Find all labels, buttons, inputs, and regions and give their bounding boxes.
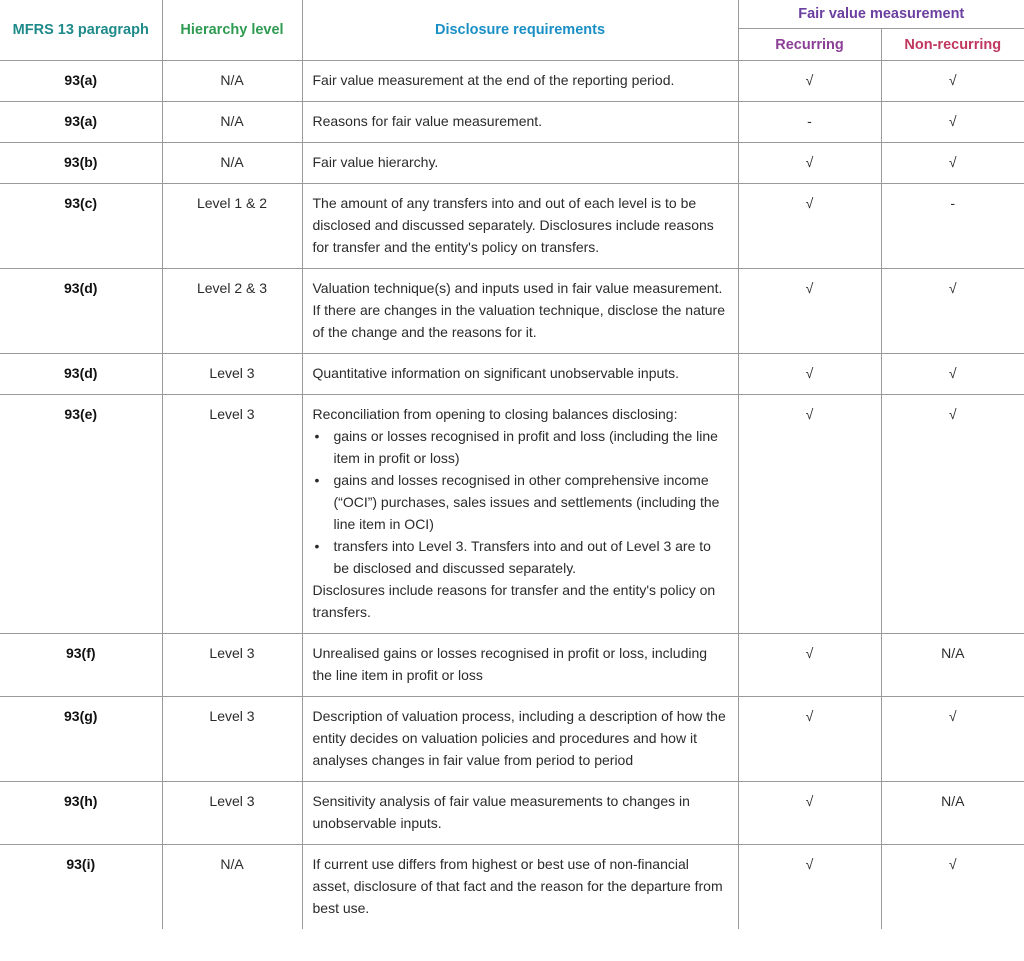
hierarchy-level-cell: Level 1 & 2 xyxy=(162,184,302,269)
table-row xyxy=(0,143,1024,184)
hierarchy-level-cell: N/A xyxy=(162,143,302,184)
mfrs-paragraph-cell: 93(g) xyxy=(0,697,162,782)
hierarchy-level-cell: Level 3 xyxy=(162,634,302,697)
non-recurring-cell: √ xyxy=(881,61,1024,102)
non-recurring-cell: √ xyxy=(881,395,1024,634)
table-row xyxy=(0,269,1024,354)
bullet-text: transfers into Level 3. Transfers into and out of Level 3 are to be disclosed and discussed separately. xyxy=(333,538,711,576)
disclosure-note: Disclosures include reasons for transfer and the entity's policy on transfers. xyxy=(312,582,716,620)
disclosure-requirement-cell xyxy=(302,395,738,634)
list-item xyxy=(313,469,730,535)
mfrs-paragraph-cell: 93(a) xyxy=(0,102,162,143)
header-mfrs-paragraph: MFRS 13 paragraph xyxy=(0,0,162,61)
mfrs-paragraph-cell: 93(h) xyxy=(0,782,162,845)
table-row xyxy=(0,634,1024,697)
recurring-cell: √ xyxy=(738,395,881,634)
disclosure-requirement-cell: Fair value hierarchy. xyxy=(302,143,738,184)
mfrs-paragraph-cell: 93(d) xyxy=(0,354,162,395)
list-item xyxy=(313,535,730,579)
disclosure-requirement-cell: The amount of any transfers into and out of each level is to be disclosed and discussed separately. Disclosures include reasons for transfer and the entity's policy on transfers. xyxy=(302,184,738,269)
mfrs-paragraph-cell: 93(d) xyxy=(0,269,162,354)
disclosure-intro: Reconciliation from opening to closing balances disclosing: xyxy=(312,406,678,422)
table-row xyxy=(0,102,1024,143)
bullet-icon: • xyxy=(314,538,320,554)
disclosure-requirement-cell: Sensitivity analysis of fair value measurements to changes in unobservable inputs. xyxy=(302,782,738,845)
recurring-cell: √ xyxy=(738,354,881,395)
hierarchy-level-cell: N/A xyxy=(162,102,302,143)
mfrs-paragraph-cell: 93(e) xyxy=(0,395,162,634)
disclosure-requirement-cell: Reasons for fair value measurement. xyxy=(302,102,738,143)
mfrs-paragraph-cell: 93(c) xyxy=(0,184,162,269)
table-row xyxy=(0,61,1024,102)
non-recurring-cell: - xyxy=(881,184,1024,269)
hierarchy-level-cell: N/A xyxy=(162,61,302,102)
recurring-cell: √ xyxy=(738,782,881,845)
bullet-text: gains and losses recognised in other comprehensive income (“OCI”) purchases, sales issues and settlements (including the line item in OCI) xyxy=(333,472,720,532)
recurring-cell: √ xyxy=(738,697,881,782)
non-recurring-cell: √ xyxy=(881,697,1024,782)
non-recurring-cell: √ xyxy=(881,143,1024,184)
recurring-cell: √ xyxy=(738,845,881,930)
hierarchy-level-cell: Level 3 xyxy=(162,354,302,395)
table-body xyxy=(0,61,1024,930)
recurring-cell: √ xyxy=(738,61,881,102)
recurring-cell: √ xyxy=(738,184,881,269)
mfrs-paragraph-cell: 93(a) xyxy=(0,61,162,102)
table-row xyxy=(0,697,1024,782)
recurring-cell: √ xyxy=(738,634,881,697)
disclosure-requirement-cell: Valuation technique(s) and inputs used in fair value measurement. If there are changes in the valuation technique, disclose the nature of the change and the reasons for it. xyxy=(302,269,738,354)
header-recurring: Recurring xyxy=(738,29,881,61)
hierarchy-level-cell: Level 3 xyxy=(162,395,302,634)
recurring-cell: - xyxy=(738,102,881,143)
disclosure-requirement-cell: Description of valuation process, including a description of how the entity decides on valuation policies and procedures and how it analyses changes in fair value from period to period xyxy=(302,697,738,782)
table-row xyxy=(0,395,1024,634)
header-hierarchy-level: Hierarchy level xyxy=(162,0,302,61)
recurring-cell: √ xyxy=(738,269,881,354)
mfrs-paragraph-cell: 93(b) xyxy=(0,143,162,184)
recurring-cell: √ xyxy=(738,143,881,184)
non-recurring-cell: √ xyxy=(881,269,1024,354)
table-row xyxy=(0,782,1024,845)
non-recurring-cell: N/A xyxy=(881,782,1024,845)
table-row xyxy=(0,845,1024,930)
hierarchy-level-cell: N/A xyxy=(162,845,302,930)
non-recurring-cell: √ xyxy=(881,354,1024,395)
bullet-text: gains or losses recognised in profit and loss (including the line item in profit or loss) xyxy=(333,428,718,466)
disclosure-requirement-cell: Quantitative information on significant unobservable inputs. xyxy=(302,354,738,395)
table-row xyxy=(0,184,1024,269)
non-recurring-cell: N/A xyxy=(881,634,1024,697)
bullet-icon: • xyxy=(314,472,320,488)
bullet-icon: • xyxy=(314,428,320,444)
list-item xyxy=(313,425,730,469)
disclosure-requirement-cell: Unrealised gains or losses recognised in profit or loss, including the line item in profit or loss xyxy=(302,634,738,697)
header-disclosure-requirements: Disclosure requirements xyxy=(302,0,738,61)
disclosure-requirement-cell: If current use differs from highest or best use of non-financial asset, disclosure of that fact and the reason for the departure from best use. xyxy=(302,845,738,930)
non-recurring-cell: √ xyxy=(881,102,1024,143)
mfrs-paragraph-cell: 93(f) xyxy=(0,634,162,697)
table-row xyxy=(0,354,1024,395)
hierarchy-level-cell: Level 3 xyxy=(162,697,302,782)
hierarchy-level-cell: Level 2 & 3 xyxy=(162,269,302,354)
mfrs-paragraph-cell: 93(i) xyxy=(66,856,96,872)
header-non-recurring: Non-recurring xyxy=(881,29,1024,61)
hierarchy-level-cell: Level 3 xyxy=(162,782,302,845)
disclosure-requirement-cell: Fair value measurement at the end of the reporting period. xyxy=(302,61,738,102)
disclosure-bullet-list xyxy=(313,425,730,579)
non-recurring-cell: √ xyxy=(881,845,1024,930)
header-fair-value-measurement: Fair value measurement xyxy=(738,0,1024,29)
